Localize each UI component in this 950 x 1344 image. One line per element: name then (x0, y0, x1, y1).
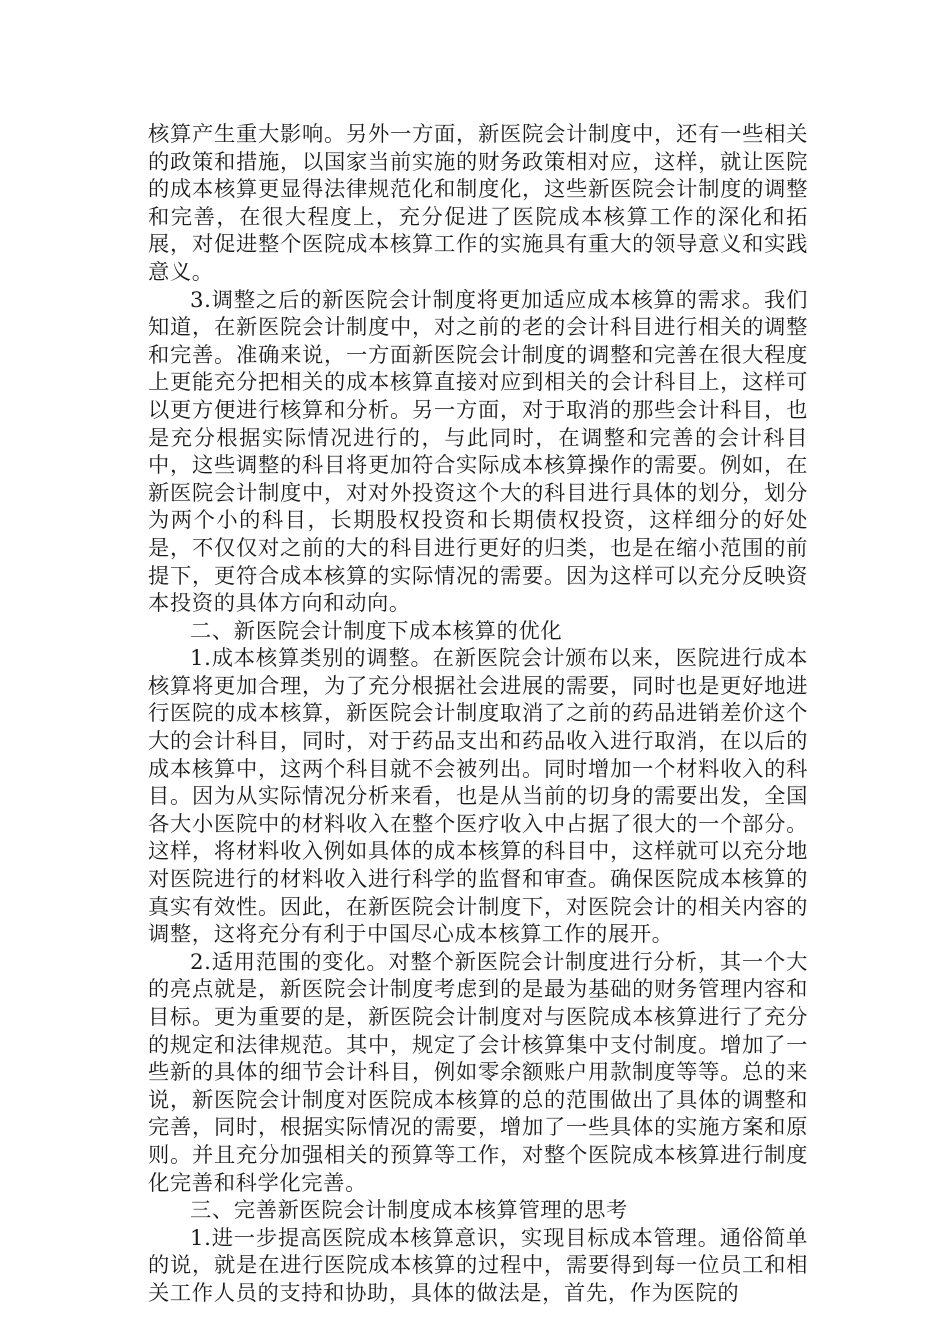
paragraph-continuation: 核算产生重大影响。另外一方面，新医院会计制度中，还有一些相关的政策和措施，以国家当前实施的财务政策相对应，这样，就让医院的成本核算更显得法律规范化和制度化，这些新医院会计制度的调整和完善，在很大程度上，充分促进了医院成本核算工作的深化和拓展，对促进整个医院成本核算工作的实施具有重大的领导意义和实践意义。 (148, 122, 808, 285)
paragraph-item-1: 1.成本核算类别的调整。在新医院会计颁布以来，医院进行成本核算将更加合理，为了充分根据社会进展的需要，同时也是更好地进行医院的成本核算，新医院会计制度取消了之前的药品进销差价这个大的会计科目，同时，对于药品支出和药品收入进行取消，在以后的成本核算中，这两个科目就不会被列出。同时增加一个材料收入的科目。因为从实际情况分析来看，也是从当前的切身的需要出发，全国各大小医院中的材料收入在整个医疗收入中占据了很大的一个部分。这样，将材料收入例如具体的成本核算的科目中，这样就可以充分地对医院进行的材料收入进行科学的监督和审查。确保医院成本核算的真实有效性。因此，在新医院会计制度下，对医院会计的相关内容的调整，这将充分有利于中国尽心成本核算工作的展开。 (148, 646, 808, 948)
paragraph-item-3: 3.调整之后的新医院会计制度将更加适应成本核算的需求。我们知道，在新医院会计制度中，对之前的老的会计科目进行相关的调整和完善。准确来说，一方面新医院会计制度的调整和完善在很大程度上更能充分把相关的成本核算直接对应到相关的会计科目上，这样可以更方便进行核算和分析。另一方面，对于取消的那些会计科目，也是充分根据实际情况进行的，与此同时，在调整和完善的会计科目中，这些调整的科目将更加符合实际成本核算操作的需要。例如，在新医院会计制度中，对对外投资这个大的科目进行具体的划分，划分为两个小的科目，长期股权投资和长期债权投资，这样细分的好处是，不仅仅对之前的大的科目进行更好的归类，也是在缩小范围的前提下，更符合成本核算的实际情况的需要。因为这样可以充分反映资本投资的具体方向和动向。 (148, 287, 808, 617)
paragraph-item-1-section-3: 1.进一步提高医院成本核算意识，实现目标成本管理。通俗简单的说，就是在进行医院成本核算的过程中，需要得到每一位员工和相关工作人员的支持和协助，具体的做法是，首先，作为医院的 (148, 1225, 808, 1306)
section-heading-3: 三、完善新医院会计制度成本核算管理的思考 (190, 1198, 628, 1224)
paragraph-item-2: 2.适用范围的变化。对整个新医院会计制度进行分析，其一个大的亮点就是，新医院会计制度考虑到的是最为基础的财务管理内容和目标。更为重要的是，新医院会计制度对与医院成本核算进行了充分的规定和法律规范。其中，规定了会计核算集中支付制度。增加了一些新的具体的细节会计科目，例如零余额账户用款制度等等。总的来说，新医院会计制度对医院成本核算的总的范围做出了具体的调整和完善，同时，根据实际情况的需要，增加了一些具体的实施方案和原则。并且充分加强相关的预算等工作，对整个医院成本核算进行制度化完善和科学化完善。 (148, 949, 808, 1196)
section-heading-2: 二、新医院会计制度下成本核算的优化 (190, 618, 563, 644)
document-body (148, 121, 808, 1308)
